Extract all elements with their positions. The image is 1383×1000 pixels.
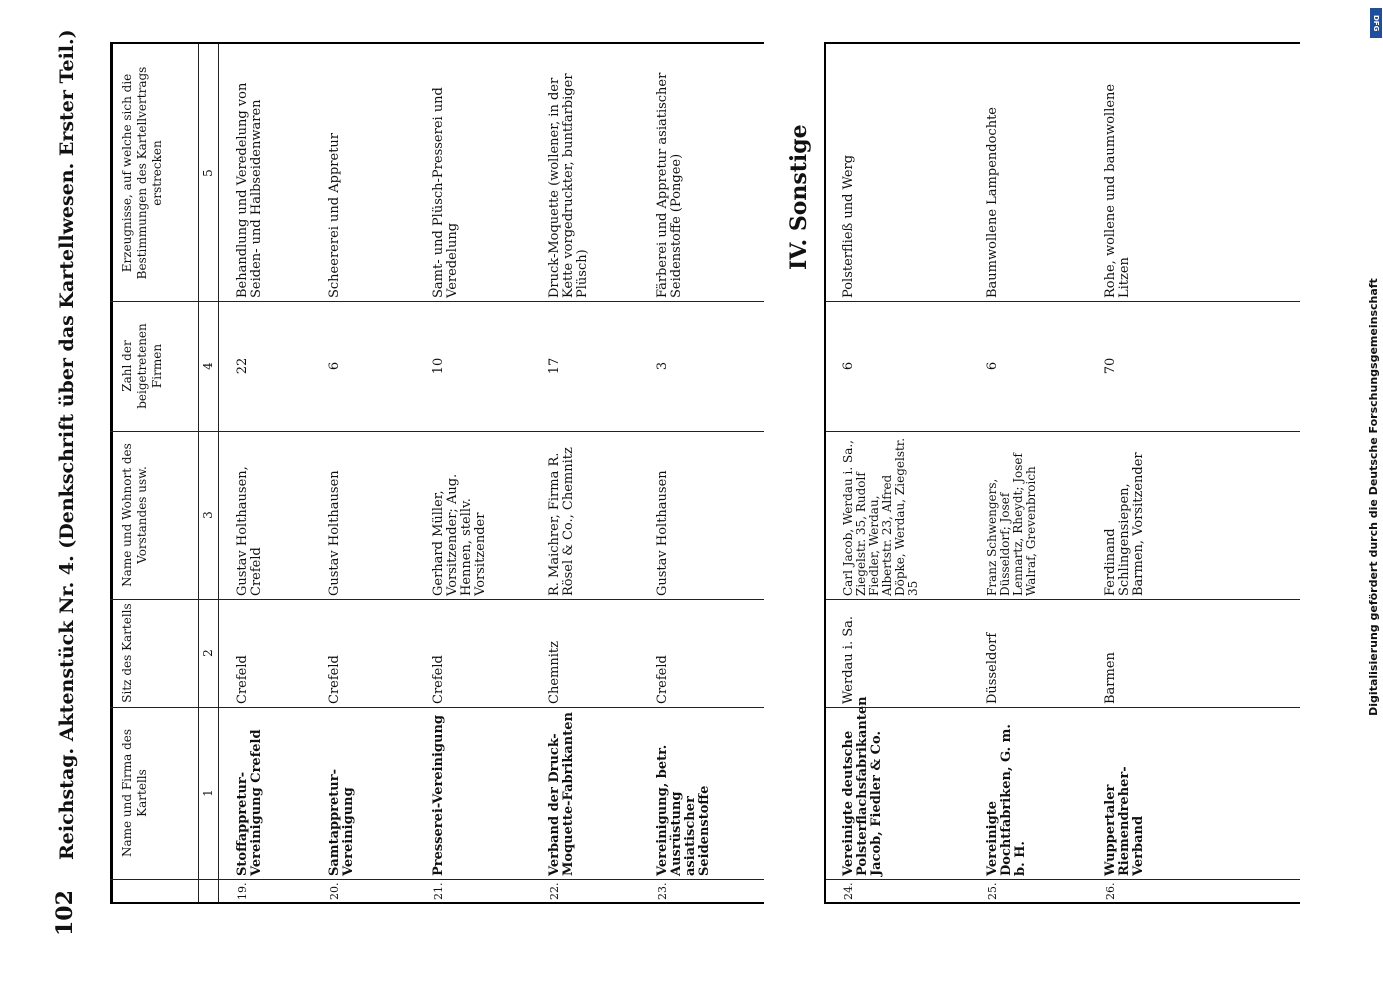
col-sep-4 bbox=[110, 301, 1300, 302]
col-number-1: 1 bbox=[201, 789, 215, 797]
board: Gustav Holthausen bbox=[327, 470, 342, 596]
member-count: 10 bbox=[431, 357, 446, 375]
cartel-name: Presserei-Vereinigung bbox=[431, 714, 446, 876]
member-count: 70 bbox=[1103, 357, 1118, 375]
col-number-2: 2 bbox=[201, 649, 215, 657]
cartel-name: Vereinigung, betr. Ausrüstung asiatischer Seidenstoffe bbox=[655, 744, 712, 876]
cartel-name: Vereinigte deutsche Polsterflachsfabrikanten Jacob, Fiedler & Co. bbox=[841, 696, 884, 876]
table-top-rule bbox=[110, 44, 113, 904]
row-number: 23. bbox=[656, 882, 669, 900]
cartel-name: Vereinigte Dochtfabriken, G. m. b. H. bbox=[985, 724, 1028, 876]
products: Behandlung und Veredelung von Seiden- und Halbseidenwaren bbox=[235, 82, 264, 298]
board: Gustav Holthausen, Crefeld bbox=[235, 466, 264, 596]
row-number: 26. bbox=[1104, 882, 1117, 900]
col-number-5: 5 bbox=[201, 169, 215, 177]
member-count: 6 bbox=[841, 361, 856, 371]
table-number-rule bbox=[218, 44, 219, 904]
col-number-4: 4 bbox=[201, 362, 215, 370]
cartel-seat: Düsseldorf bbox=[985, 632, 1000, 704]
dfg-logo: DFG bbox=[1370, 8, 1382, 38]
cartel-seat: Werdau i. Sa. bbox=[841, 616, 856, 704]
digitization-credit: Digitalisierung gefördert durch die Deutsche Forschungsgemeinschaft bbox=[1367, 278, 1380, 716]
row-number: 19. bbox=[236, 882, 249, 900]
board: Ferdinand Schlingensiepen, Barmen, Vorsitzender bbox=[1103, 452, 1146, 596]
table-header-rule bbox=[198, 44, 199, 904]
col-sep-3 bbox=[110, 431, 1300, 432]
page-title: Reichstag. Aktenstück Nr. 4. (Denkschrift über das Kartellwesen. Erster Teil.) bbox=[56, 29, 78, 860]
member-count: 17 bbox=[547, 357, 562, 375]
col-sep-1 bbox=[110, 707, 1300, 708]
board: Gerhard Müller, Vorsitzender; Aug. Hennen, stellv. Vorsitzender bbox=[431, 473, 488, 596]
row-number: 25. bbox=[986, 882, 999, 900]
table-left-border bbox=[110, 902, 1300, 904]
section-heading-copy: IV. Sonstige bbox=[786, 124, 812, 270]
board: Carl Jacob, Werdau i. Sa., Ziegelstr. 35, Rudolf Fiedler, Werdau, Albertstr. 23, Alfred Döpke, Werdau, Ziegelstr. 35 bbox=[841, 437, 920, 596]
board: Franz Schwengers, Düsseldorf; Josef Lennartz, Rheydt; Josef Walraf, Grevenbroich bbox=[985, 453, 1038, 596]
part2-top-rule bbox=[824, 42, 826, 904]
row-number: 20. bbox=[328, 882, 341, 900]
products: Druck-Moquette (wollener, in der Kette vorgedruckter, buntfarbiger Plüsch) bbox=[547, 73, 590, 298]
cartel-seat: Crefeld bbox=[431, 655, 446, 704]
cartel-seat: Crefeld bbox=[327, 655, 342, 704]
row-number: 24. bbox=[842, 882, 855, 900]
header-col3: Name und Wohnort des Vorstandes usw. bbox=[120, 443, 149, 587]
board: Gustav Holthausen bbox=[655, 470, 670, 596]
header-col1: Name und Firma des Kartells bbox=[120, 728, 149, 858]
cartel-name: Verband der Druck-Moquette-Fabrikanten bbox=[547, 712, 576, 876]
table-right-border bbox=[110, 42, 1300, 44]
member-count: 22 bbox=[235, 357, 250, 375]
products: Polsterfließ und Werg bbox=[841, 154, 856, 298]
cartel-seat: Crefeld bbox=[235, 655, 250, 704]
header-col2: Sitz des Kartells bbox=[120, 603, 134, 703]
member-count: 6 bbox=[327, 361, 342, 371]
member-count: 6 bbox=[985, 361, 1000, 371]
row-number: 22. bbox=[548, 882, 561, 900]
cartel-seat: Barmen bbox=[1103, 652, 1118, 704]
page-number: 102 bbox=[52, 890, 78, 936]
col-sep-0 bbox=[110, 879, 1300, 880]
products: Samt- und Plüsch-Presserei und Veredelung bbox=[431, 87, 460, 298]
cartel-seat: Chemnitz bbox=[547, 641, 562, 704]
cartel-seat: Crefeld bbox=[655, 655, 670, 704]
header-col4: Zahl der beigetretenen Firmen bbox=[120, 323, 164, 409]
col-sep-2 bbox=[110, 599, 1300, 600]
col-number-3: 3 bbox=[201, 511, 215, 519]
header-col5: Erzeugnisse, auf welche sich die Bestimmungen des Kartellvertrags erstrecken bbox=[120, 66, 164, 280]
row-number: 21. bbox=[432, 882, 445, 900]
products: Färberei und Appretur asiatischer Seidenstoffe (Pongee) bbox=[655, 72, 684, 298]
products: Rohe, wollene und baumwollene Litzen bbox=[1103, 83, 1132, 298]
products: Baumwollene Lampendochte bbox=[985, 107, 1000, 298]
credit-strip bbox=[1364, 0, 1383, 1000]
cartel-name: Stoffappretur-Vereinigung Crefeld bbox=[235, 729, 264, 876]
products: Scheererei und Appretur bbox=[327, 132, 342, 298]
cartel-name: Wuppertaler Riemendreher-Verband bbox=[1103, 766, 1146, 876]
cartel-name: Samtappretur-Vereinigung bbox=[327, 769, 356, 876]
member-count: 3 bbox=[655, 361, 670, 371]
board: R. Maichrer, Firma R. Rösel & Co., Chemnitz bbox=[547, 447, 576, 596]
